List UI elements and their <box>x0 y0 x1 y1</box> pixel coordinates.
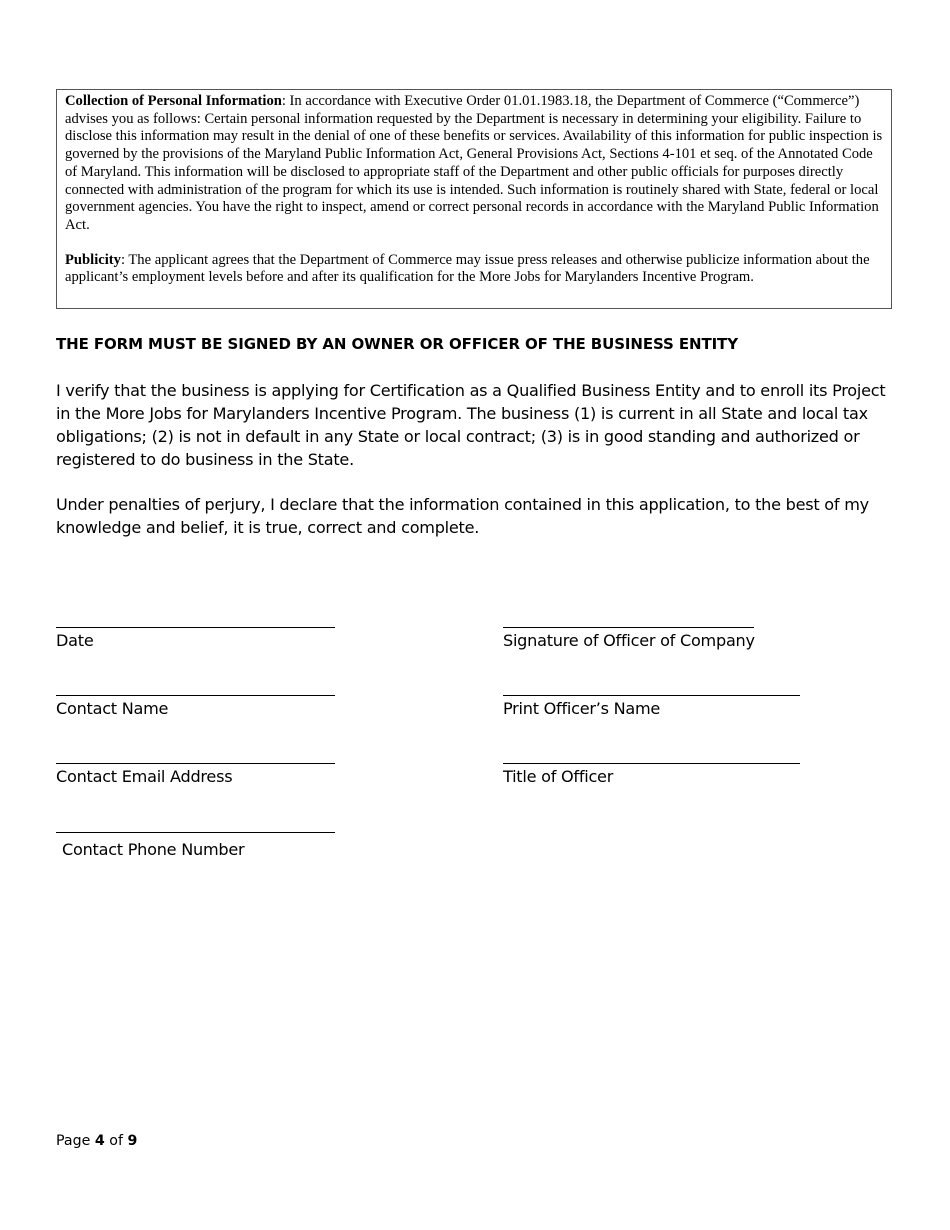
publicity-title: Publicity <box>65 251 121 268</box>
signature-line[interactable] <box>503 627 754 628</box>
contact-email-label: Contact Email Address <box>56 767 233 786</box>
publicity-text: : The applicant agrees that the Department of Commerce may issue press releases and otherwise publicize information about the applicant’s employment levels before and after its qualification for the More Jobs for Marylanders Incentive Program. <box>65 251 870 286</box>
of-label: of <box>109 1133 123 1149</box>
date-label: Date <box>56 631 94 650</box>
page-number <box>56 1132 137 1150</box>
privacy-notice-box <box>56 89 892 309</box>
print-name-label: Print Officer’s Name <box>503 699 661 718</box>
contact-email-line[interactable] <box>56 763 335 764</box>
verification-statement: I verify that the business is applying for Certification as a Qualified Business Entity and to enroll its Project in the More Jobs for Marylanders Incentive Program. The business (1) is current in all State and local tax obligations; (2) is not in default in any State or local contract; (3) is in good standing and authorized or registered to do business in the State. <box>56 381 886 469</box>
officer-title-line[interactable] <box>503 763 800 764</box>
signature-requirement-heading: THE FORM MUST BE SIGNED BY AN OWNER OR OFFICER OF THE BUSINESS ENTITY <box>56 335 738 353</box>
page-label: Page <box>56 1133 91 1149</box>
contact-name-label: Contact Name <box>56 699 169 718</box>
contact-phone-line[interactable] <box>56 832 335 833</box>
date-line[interactable] <box>56 627 335 628</box>
collection-title: Collection of Personal Information <box>65 93 282 109</box>
collection-notice <box>65 93 883 235</box>
perjury-statement: Under penalties of perjury, I declare that the information contained in this application, to the best of my knowledge and belief, it is true, correct and complete. <box>56 495 869 537</box>
print-name-line[interactable] <box>503 695 800 696</box>
page-current: 4 <box>94 1133 105 1149</box>
contact-name-line[interactable] <box>56 695 335 696</box>
contact-phone-label: Contact Phone Number <box>62 840 245 859</box>
signature-label: Signature of Officer of Company <box>503 631 755 650</box>
collection-text: : In accordance with Executive Order 01.01.1983.18, the Department of Commerce (“Commerce”) advises you as follows: Certain personal information requested by the Department is necessary in determining your eligibility. Failure to disclose this information may result in the denial of one of these benefits or services. Availability of this information for public inspection is governed by the provisions of the Maryland Public Information Act, General Provisions Act, Sections 4-101 et seq. of the Annotated Code of Maryland. This information will be disclosed to appropriate staff of the Department and other public officials for purposes directly connected with administration of the program for which its use is intended. Such information is routinely shared with State, federal or local government agencies. You have the right to inspect, amend or correct personal records in accordance with the Maryland Public Information Act. <box>65 93 883 233</box>
page-total: 9 <box>127 1133 138 1149</box>
officer-title-label: Title of Officer <box>503 767 614 786</box>
publicity-notice <box>65 252 883 287</box>
